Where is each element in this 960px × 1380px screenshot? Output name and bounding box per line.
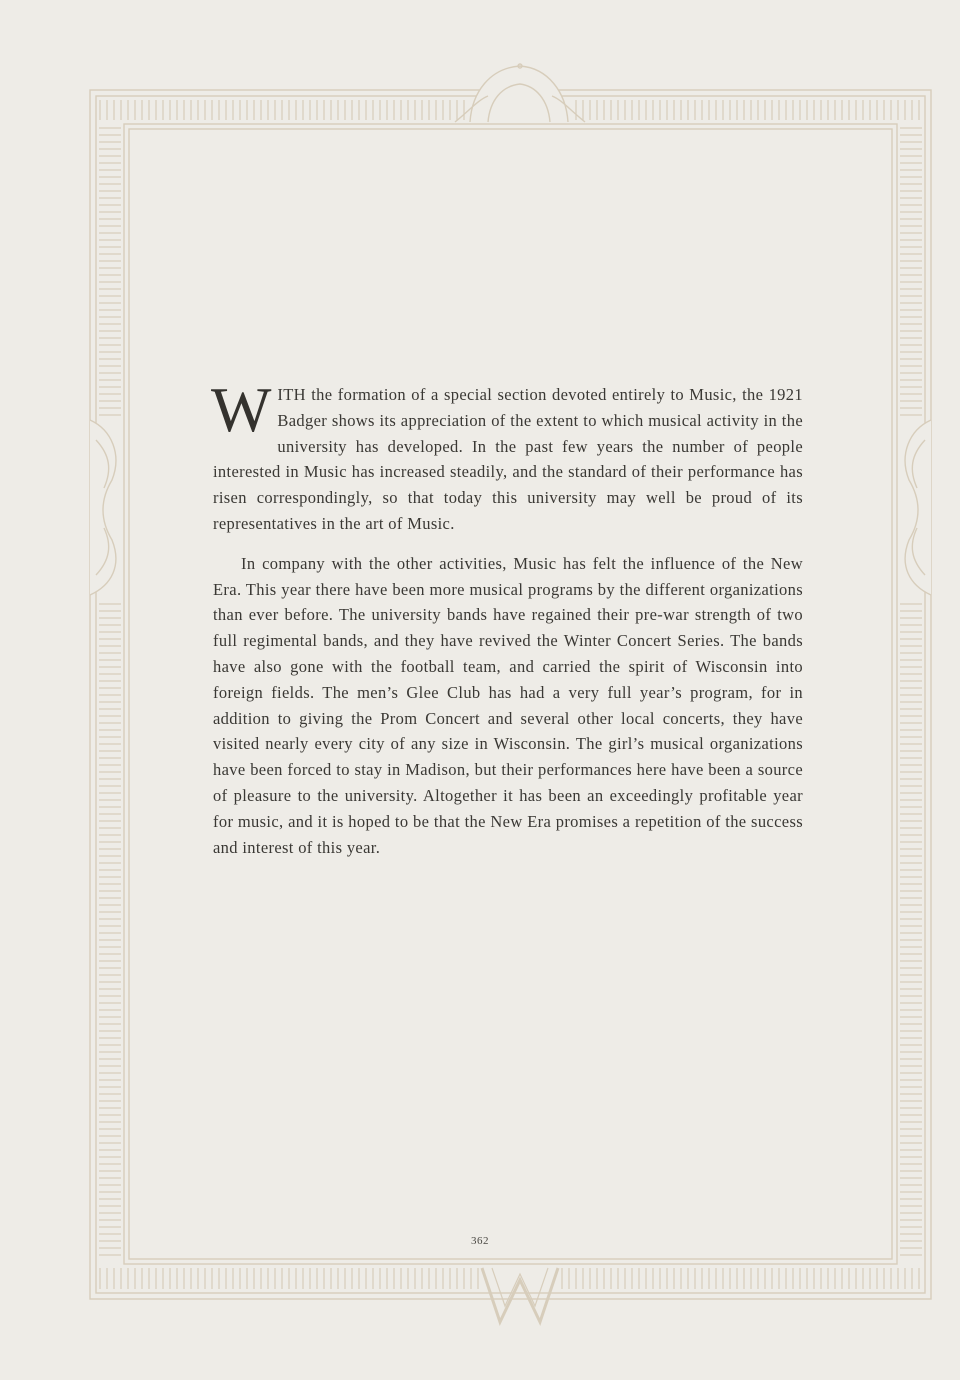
dropcap-initial: W [211,374,272,445]
paragraph-1-text: ITH the formation of a special section devoted entirely to Music, the 1921 Badger shows its appreciation of the extent to which musical activity in the university has developed. In the past few years the number of people interested in Music has increased steadily, and the standard of their performance has risen correspondingly, so that today this university may well be proud of its representatives in the art of Music. [213,385,803,533]
body-text [211,374,803,860]
paragraph-2: In company with the other activities, Music has felt the influence of the New Era. This year there have been more musical programs by the different organizations than ever before. The university bands have regained their pre-war strength of two full regimental bands, and they have revived the Winter Concert Series. The bands have also gone with the football team, and carried the spirit of Wisconsin into foreign fields. The men’s Glee Club has had a very full year’s program, for in addition to giving the Prom Concert and several other local concerts, they have visited nearly every city of any size in Wisconsin. The girl’s musical organizations have been forced to stay in Madison, but their performances here have been a source of pleasure to the university. Altogether it has been an exceedingly profitable year for music, and it is hoped to be that the New Era promises a repetition of the success and interest of this year. [213,553,803,857]
page-number: 362 [471,1235,489,1247]
paragraph-1 [211,374,803,537]
